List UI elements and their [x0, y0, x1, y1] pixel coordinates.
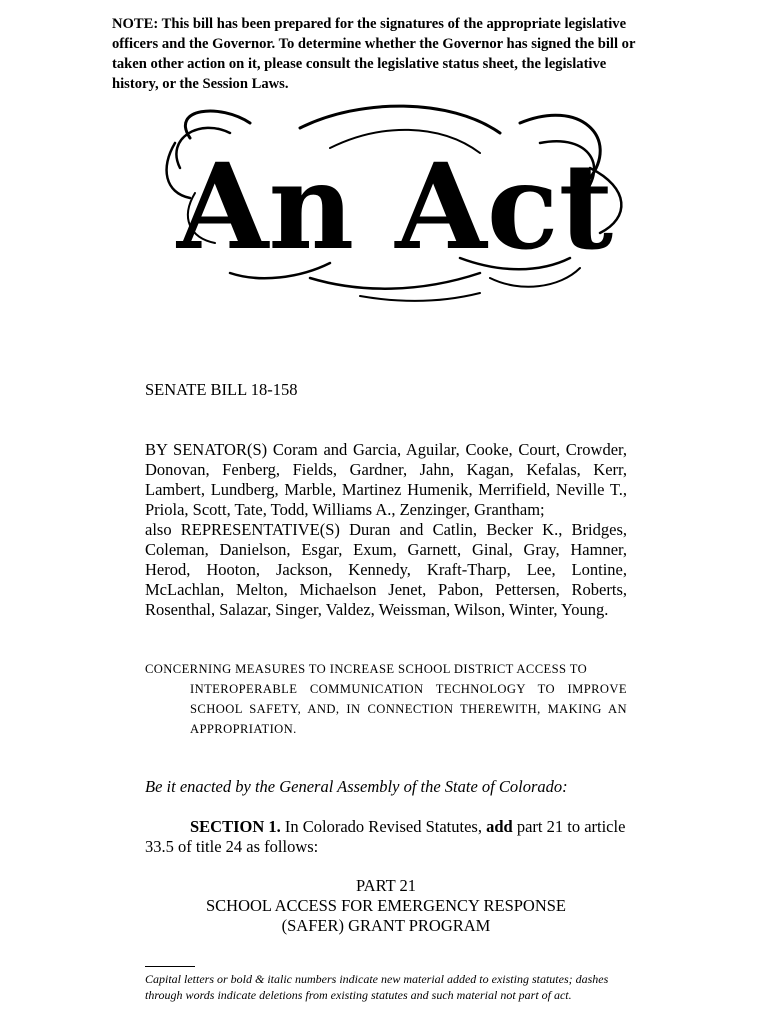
enacting-clause: Be it enacted by the General Assembly of the State of Colorado: — [145, 777, 568, 796]
part-title-line-1: SCHOOL ACCESS FOR EMERGENCY RESPONSE — [205, 896, 567, 915]
an-act-flourish-graphic — [160, 98, 630, 308]
an-act-logo — [160, 98, 630, 308]
section-bold-word: add — [486, 817, 513, 836]
house-sponsors: also REPRESENTATIVE(S) Duran and Catlin, Becker K., Bridges, Coleman, Danielson, Esgar, Exum, Garnett, Ginal, Gray, Hamner, Herod, Hooton, Jackson, Kennedy, Kraft-Tharp, Lee, Lontine, McLachlan, Melton, Michaelson Jenet, Pabon, Pettersen, Roberts, Rosenthal, Salazar, Singer, Valdez, Weissman, Wilson, Winter, Young. — [145, 520, 627, 619]
part-number: PART 21 — [356, 876, 416, 895]
bill-title — [145, 659, 627, 739]
part-heading — [145, 876, 627, 936]
section-label: SECTION 1. — [190, 817, 281, 836]
footnote: Capital letters or bold & italic numbers indicate new material added to existing statutes; dashes through words indicate deletions from existing statutes and such material not part of act. — [145, 972, 609, 1002]
bill-number: SENATE BILL 18-158 — [145, 380, 298, 399]
sponsors-block — [145, 440, 627, 620]
footnote-divider — [145, 966, 195, 967]
legislative-note: NOTE: This bill has been prepared for the signatures of the appropriate legislative officers and the Governor. To determine whether the Governor has signed the bill or taken other action on it, please consult the legislative status sheet, the legislative history, or the Session Laws. — [112, 16, 636, 92]
part-title-line-2: (SAFER) GRANT PROGRAM — [281, 916, 491, 935]
senate-sponsors: BY SENATOR(S) Coram and Garcia, Aguilar, Cooke, Court, Crowder, Donovan, Fenberg, Fields, Gardner, Jahn, Kagan, Kefalas, Kerr, Lambert, Lundberg, Marble, Martinez Humenik, Merrifield, Neville T., Priola, Scott, Tate, Todd, Williams A., Zenzinger, Grantham; — [145, 440, 627, 519]
section-1 — [145, 817, 627, 857]
bill-title-continuation: INTEROPERABLE COMMUNICATION TECHNOLOGY TO IMPROVE SCHOOL SAFETY, AND, IN CONNECTION THEREWITH, MAKING AN APPROPRIATION. — [190, 682, 627, 736]
bill-title-first-line: CONCERNING MEASURES TO INCREASE SCHOOL DISTRICT ACCESS TO — [145, 662, 588, 676]
section-text-before: In Colorado Revised Statutes, — [284, 817, 482, 836]
an-act-logo-text: An Act — [176, 137, 614, 276]
section-text-after: part 21 to article 33.5 of title 24 as follows: — [145, 817, 626, 856]
